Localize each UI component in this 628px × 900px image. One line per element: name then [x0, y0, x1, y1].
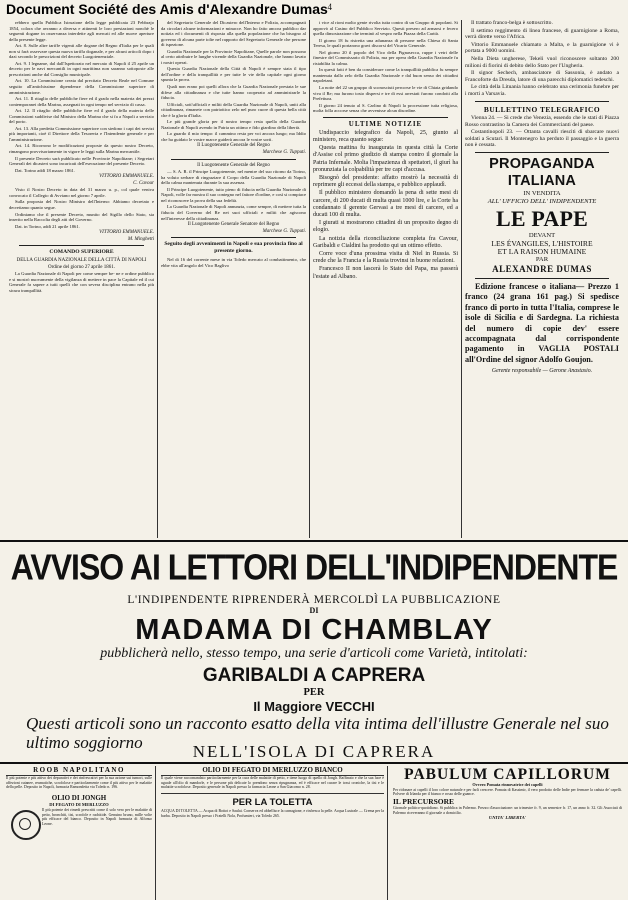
series-description: Questi articoli sono un racconto esatto della vita intima dell'illustre Generale nel suo ultimo soggiorno — [26, 714, 609, 752]
column-1 — [6, 20, 158, 538]
paragraph: Le città della Lituania hanno celebrato una cerimonia funebre per i morti a Varsavia. — [465, 84, 619, 97]
responsible-manager: Gerente responsabile — Gerone Anastasio. — [491, 368, 593, 375]
document-header — [0, 0, 628, 18]
ad-subtitle: DI FEGATO DI MERLUZZO — [49, 802, 109, 808]
signature: Marchese G. Tupputi. — [262, 150, 306, 156]
paragraph: Corre voce d'una prossima visita di Niel in Russia. Si crede che la Francia e la Russia trovinsi in buone relazioni. — [313, 251, 458, 265]
book-subtitle-2: ET LA RAISON HUMAINE — [497, 247, 587, 257]
section-heading: COMANDO SUPERIORE — [49, 249, 114, 256]
countersignature: C. Cavour — [133, 180, 154, 186]
paragraph: Il pubblico ministero domandò la pena di sette mesi di carcere, di 200 ducati di multa quasi 1000 lire, e la Corte ha condannato il gerente Gervasi a tre mesi di carcere, ed a ducati 100 di multa. — [313, 190, 458, 218]
divider — [475, 278, 609, 279]
paragraph: La Guardia Nazionale di Napoli annunzia, come sempre, di mettere tutta la fiducia del Governo del Re nei suoi ufficiali e militi che agiscono nell'interesse della cittadinanza. — [161, 204, 306, 221]
ad-text: Il più potente dei rimedi prescritti come il solo vero per le malattie di petto, bronchiti, tisi, scrofole e rachitide. Genuino bruno, mille volte più efficace del bianco. Deposito in Napoli farmacia di Alfonso Leone. — [42, 807, 152, 826]
column-4 — [462, 20, 622, 538]
divider — [475, 152, 609, 153]
section-subheading: DELLA GUARDIA NAZIONALE DELLA CITTÀ DI NAPOLI — [16, 258, 147, 264]
bulletin-heading: BULLETTINO TELEGRAFICO — [483, 104, 601, 114]
ad-olio — [158, 766, 388, 900]
paragraph: Il signor Sechech, ambasciatore di Sassonia, è andato a Francoforte da Dresda, latore di una parecchi diplomatici tedeschi. — [465, 70, 619, 83]
paragraph: Nel giorno 20 il popolo del Vico della Pignasecca, ruppe i vetri delle finestre del Commissario di Polizia, ma per opera della Guardia Nazionale fu ristabilita la calma. — [313, 49, 458, 66]
paragraph: — S. A. R. il Principe Luogotenente, nel mentre del suo ritorno da Torino, ha voluto serbare di ringraziare il Corpo della Guardia Nazionale di Napoli della calma mantenuta durante la sua assenza. — [161, 169, 306, 186]
signature: VITTORIO EMMANUELE. — [99, 174, 154, 180]
paragraph: Vienna 24. — Si crede che Venezia, essendo che le stati di Piazza Rosso contrastino la Camera dei Commercianti del paese. — [465, 115, 619, 128]
divider — [323, 117, 448, 118]
advertisements — [0, 766, 628, 900]
paragraph: Ufficiali, sott'ufficiali e militi della Guardia Nazionale di Napoli, uniti alla cittadinanza, rimanete con patriottico zelo nel puro cuore di questa bella città che è la gloria d'Italia. — [161, 101, 306, 118]
order-date: Ordine del giorno 27 aprile 1861. — [48, 264, 115, 270]
ad-subtitle: Ovvero Pomata rinnovatrice dei capelli — [472, 782, 543, 787]
book-subtitle-1: LES ÉVANGILES, L'HISTOIRE — [491, 239, 593, 249]
paragraph: Nella Dieta ungherese, Tekeli vuol riconoscere soltanto 200 milioni di fiorini di debito dello Stato per l'Ungheria. — [465, 55, 619, 69]
paragraph: Il Principe Luogotenente, tutto pieno di fiducia nella Guardia Nazionale di Napoli, volle far mostra il suo contegno nel fattore d'ordine, e così si compiace nel riconoscere la prova della sua fedeltà. — [161, 186, 306, 203]
novel-title: MADAMA DI CHAMBLAY — [135, 614, 493, 646]
paragraph: Ordiniamo che il presente Decreto, munito del Sigillo dello Stato, sia inserito nella Raccolta degli atti del Governo. — [9, 211, 154, 223]
paragraph: Il giorno 24 tenuto al S. Carlino di Napoli la processione tutta religiosa, molta folla accorse senza che avvenisse alcun disordine. — [313, 102, 458, 114]
notice-title: AVVISO AI LETTORI DELL'INDIPENDENTE — [10, 546, 618, 588]
paragraph: Art. 14. Ricorrono le modificazioni proposte da questo nostro Decreto, rimangono provvisoriamente in vigore le leggi sulla Marina mercantile. — [9, 143, 154, 155]
countersignature: M. Minghetti — [127, 236, 154, 242]
paragraph: La Guardia Nazionale di Napoli per come sempre be- ne e ordine pubblico e si mostrò nuovamente della vigilanza di mettere in pace la Capitale ed il cui Generale fa sapere a tutti quelli che con severa disciplina entrano nella più sicura tranquillità. — [9, 271, 154, 293]
paragraph: In questi fatti è ben da considerare come la tranquillità pubblica fu sempre mantenuta dallo zelo della Guardia Nazionale e dal buon senso dei cittadini napoletani. — [313, 67, 458, 84]
column-2 — [158, 20, 310, 538]
ad-text: Giornale politico-quotidiano. Si pubblica in Palermo. Prezzo d'associazione: un trimestre fr. 9, un semestre fr. 17, un anno fr. 32. Gli Associati di Palermo riceveranno il giornale a domicilio. — [393, 806, 622, 815]
signature-title: Il Luogotenente Generale del Regno — [197, 143, 270, 149]
ad-pabulum — [390, 766, 622, 900]
ad-text: ACQUA DI TOLETTA — Acqua di Bottot e Saulai. Conserva ed abbellisce la carnagione, e rinfresca la pelle. Acqua Lustrale — Crema per la barba. Deposito in Napoli presso i Fratelli Nola, Profumieri, via Toledo 265. — [161, 809, 384, 818]
paragraph: rebbero quella Pubblica Istruzione della legge pubblicata 23 Febbrajo 1854, colora che avranno a diversa e attinenti le loro prestazioni nonchè le seguenti dogane in osservanza interdette agli mercati ed alle nuove aperture della presente legge. — [9, 20, 154, 42]
column-3 — [310, 20, 462, 538]
paragraph: Le più grande gloria per il nostro tempo resta quella della Guardia Nazionale di Napoli avendo in Patria un ottimo e fido giardino della libertà. — [161, 119, 306, 130]
ad-roob — [6, 766, 156, 900]
date-line: Dat. in Torino, addì 21 aprile 1861. — [15, 223, 80, 229]
paragraph: Lo guardo il mio tempo: il cammino resta per voi ancora lungo; ma Iddio che ha guidato le vostre marce guiderà ancora le vostre sorti. — [161, 131, 306, 142]
series-author: Il Maggiore VECCHI — [253, 699, 375, 714]
divider — [475, 101, 609, 102]
paragraph: Costantinopoli 23. — Ottanta cavalli riesciti di sbarcare nuovi soldati a Scutari. Il Montenegro ha perduto il passaggio e la guerra non è cessata. — [465, 129, 619, 149]
section-heading: Il Luogotenente Generale del Regno — [197, 162, 270, 168]
paragraph: Il trattato franco-belga è sottoscritto. — [471, 20, 553, 26]
paragraph: Il giorno 18 fu ristretta una adunanza di persone nella Chiesa di Santa Teresa, le quali portarono gravi discorsi del Vicario Generale. — [313, 37, 458, 49]
paragraph: La notizia della riconciliazione completa fra Cavour, Garibaldi e Cialdini ha prodotto qui un ottimo effetto. — [313, 235, 458, 249]
paragraph: Questa mattina fu inaugurata in questa città la Corte d'Assise col primo giudizio di stampa contro il giornale la Patria Infernale. Molta l'impazienza di spettatori, il giurì ha pronunziata la colpabilità per tre capi d'accusa. — [313, 145, 458, 173]
paragraph: i vice al rioni molto gente rivolta tutta contro di un Gruppo di popolani. Si approvò al Casino del Pubblico Servizio. Questi presero ad armarsi e fecero quella dimostrazione che terminò al vespro nella Piazza della Carità. — [313, 20, 458, 37]
paragraph: Visto il Nostro Decreto in data del 31 marzo u. p., col quale veniva convocato il Collegio di Avviano nel giorno 7 aprile. — [9, 187, 154, 198]
paragraph: I giurati si mostrarono cittadini di un proposito degno di elogio. — [313, 220, 458, 234]
paragraph: Art. 9. I legname, dal dall'Ispettorato nel mercato di Napoli il 25 aprile un decreto per le navi mercantili in ogni marittima non saranno sottoposte alle prescrizioni anche dal Consiglio municipale. — [9, 60, 154, 77]
ad-title: PABULUM CAPILLORUM — [404, 766, 611, 783]
on-sale-label: IN VENDITA — [523, 190, 561, 198]
book-by: PAR — [535, 256, 549, 264]
paragraph: La notte del 22 un gruppo di sconosciuti percorse le vie di Chiaia gridando viva il Re; ma furono tosto dispersi e tre di essi arrestati furono condotti alla Prefettura. — [313, 85, 458, 102]
book-author: ALEXANDRE DUMAS — [492, 264, 592, 275]
paragraph: Francesco II non lascerà lo Stato del Papa, ma passerà l'estate ad Albano. — [313, 266, 458, 280]
upper-columns — [6, 20, 622, 538]
ad-text: Il quale viene raccomandato particolarmente per la cura delle malattie di petto, e tiene luogo di quello di Jongh. Raffinato e che la sua luce è uguale all'olio di mandorle, e le persone più delicate lo prendono senza ripugnanza, ed è efficace nel curare le tossi croniche, la tisi e le malattie scrofolose. Deposito generale in Napoli presso la farmacia Leone a San Giacomo n. 28. — [161, 776, 384, 790]
ad-title: OLIO DI JONGH — [51, 794, 107, 803]
page-number: 4 — [327, 2, 332, 12]
office-label: ALL' UFFICIO DELL' INDIPENDENTE — [487, 198, 597, 206]
signature: Marchese G. Tupputi. — [262, 228, 306, 234]
book-subtitle-devant: DEVANT — [528, 232, 556, 240]
ad-title: ROOB NAPOLITANO — [6, 766, 152, 776]
ad-text: Per ridonare ai capelli il loro colore naturale e per farli crescere. Pomata di Kassimir, il vero prodotto delle Indie per fermare la caduta de' capelli. Polvere di Irlanda per il bianco e rosso delle guance. — [393, 787, 622, 797]
date-line: Dat. Torino addì 18 marzo 1861. — [15, 167, 75, 173]
paragraph: Il presente Decreto sarà pubblicato nelle Provincie Napolitane; i Segretari Generali dei dicasteri sono incaricati dell'esecuzione del presente Decreto. — [9, 155, 154, 167]
paragraph: Undispaccio telegrafico da Napoli, 25, giunto al ministero, reca quanto segue: — [313, 129, 458, 143]
paragraph: Art. 11. Il ritaglio delle pubbliche fiere ed il grado nella materia dei prezzi contemporanei della Marina, assegnati in ogni tempo nel servizio di cassa. — [9, 96, 154, 107]
ad-footer: UNITA' LIBERTA' — [488, 814, 527, 820]
paragraph: del Segretario Generale del Dicastero dell'Interno e Polizia, accompagnati da circolari alcune informazioni e minacce. Non ho fatto ancora pubblico dar notizia ed i documenti di risposta alla quella popolazione che ha bisogno al governo di alcuna parte tolte nel rapporto del Segretario Generale che persone di ispezione. — [161, 20, 306, 48]
document-title: Document Société des Amis d'Alexandre Dumas — [6, 1, 328, 17]
series-intro: pubblicherà nello, stesso tempo, una serie d'articoli come Varietà, intitolati: — [100, 646, 528, 661]
paragraph: Art. 10. La Commissione creata dal precitato Decreto Reale nel Comune seguito all'antichissime dipendenze della Commissione superiore di amministrazione. — [9, 78, 154, 95]
paragraph: Art. 12. Il ritaglio delle pubbliche fiere ed il grado della materia delle Commissioni suddivise dal Ministro della Marina che si fa a Napoli a servizio del porto. — [9, 108, 154, 125]
divider — [171, 159, 296, 160]
paragraph: Art. 13. Alla predetta Commissione superiore con siedono i capi dei servizi più importanti, cioè il Direttore della Tesoreria e l'Intendente generale e per l'amministrazione. — [9, 125, 154, 142]
paragraph: Sulla proposta del Nostro Ministro dell'Interno: Abbiamo decretato e decretiamo quanto segue. — [9, 199, 154, 210]
series-title: GARIBALDI A CAPRERA — [202, 665, 426, 686]
paragraph: Nel di 16 del corrente mese in via Toledo mercato al combattimento, che ebbe vita all'angolo del Vico Baglivo — [161, 257, 306, 268]
book-title: LE PAPE — [495, 206, 589, 232]
signature: VITTORIO EMMANUELE. — [99, 230, 154, 236]
paragraph: Il settimo reggimento di linea francese, di guarnigione a Roma, verrà dirette verso l'Africa. — [465, 27, 619, 41]
series-place: NELL'ISOLA DI CAPRERA — [192, 742, 436, 761]
paragraph: Guardia Nazionale per la Provincie Napolitane, Quelle parole non possono al certo attribuire le lunghe vicende della Guardia Nazionale, che hanno lavato i nostri operai. — [161, 48, 306, 65]
ad-title: OLIO DI FEGATO DI MERLUZZO BIANCO — [161, 766, 384, 776]
divider — [19, 245, 144, 246]
paragraph: Questa Guardia Nazionale della Città di Napoli è sempre stata il tipo dell'ordine e della tranquillità e per tutte le vie della capitale ogni giorno spunta la prova. — [161, 66, 306, 83]
ad-title: PER LA TOLETTA — [232, 797, 313, 809]
divider — [161, 793, 384, 794]
propaganda-headline: PROPAGANDA ITALIANA — [489, 156, 595, 190]
paragraph: Bisognò del presidente: affatto mostrò la necessità di reprimere gli eccessi della stampa, e pubblico applaudì. — [313, 174, 458, 189]
ad-text: Il più potente e più attivo dei depurativi e dei rinfrescativi per la sua azione sui tumori, sulle affezioni cutanee, reumatiche, scrofolose e particolarmente come il più attivo per le malattie della pelle. Deposito in Napoli, farmacia Ramondetta via Toledo n. 196. — [6, 776, 152, 790]
paragraph: Art. 8. Sulle altre tariffe vigenti alle dogane del Regno d'Italia per le quali non si farà osservare questa nuova tariffa doganale, e per alcuni articoli dopo i dazi secondo le prescrizioni del decreto Luogotenenziale. — [9, 43, 154, 60]
paragraph: Quali non erano poi quelli allora che la Guardia Nazionale prestata le sue difese alla cittadinanza e che tutte hanno cooperato ad amministrarle la fiducia. — [161, 84, 306, 101]
paragraph: Vittorio Emmanuele chiamato a Malta, e la guarnigione vi è portata a 9000 uomini. — [465, 41, 619, 55]
notice-subtitle: L'INDIPENDENTE RIPRENDERÀ MERCOLDÌ LA PUBBLICAZIONE — [127, 594, 501, 606]
edition-notice: Edizione francese o italiana— Prezzo 1 franco (24 grana 161 pag.) Si spedisce franco di porto in tutta l'Italia, comprese le isole di Sicilia e di Sardegna. La richiesta del numero di copie dev' essere accompagnata dal corrispondente pagamento in VAGLIA POSTALI all'Ordine del signor Adolfo Goujon. — [465, 282, 619, 364]
ad-title: IL PRECURSORE — [393, 797, 455, 807]
seal-icon — [11, 810, 41, 840]
divider — [171, 237, 296, 238]
notice-di: DI — [309, 606, 319, 615]
series-per: PER — [303, 687, 325, 698]
notice-banner — [0, 540, 628, 764]
section-heading: Seguito degli avvenimenti in Napoli e sua provincia fino al presente giorno. — [164, 241, 303, 255]
section-heading: ULTIME NOTIZIE — [348, 119, 423, 128]
signature-title: Il Luogotenente Generale Senatore del Regno — [187, 222, 280, 228]
